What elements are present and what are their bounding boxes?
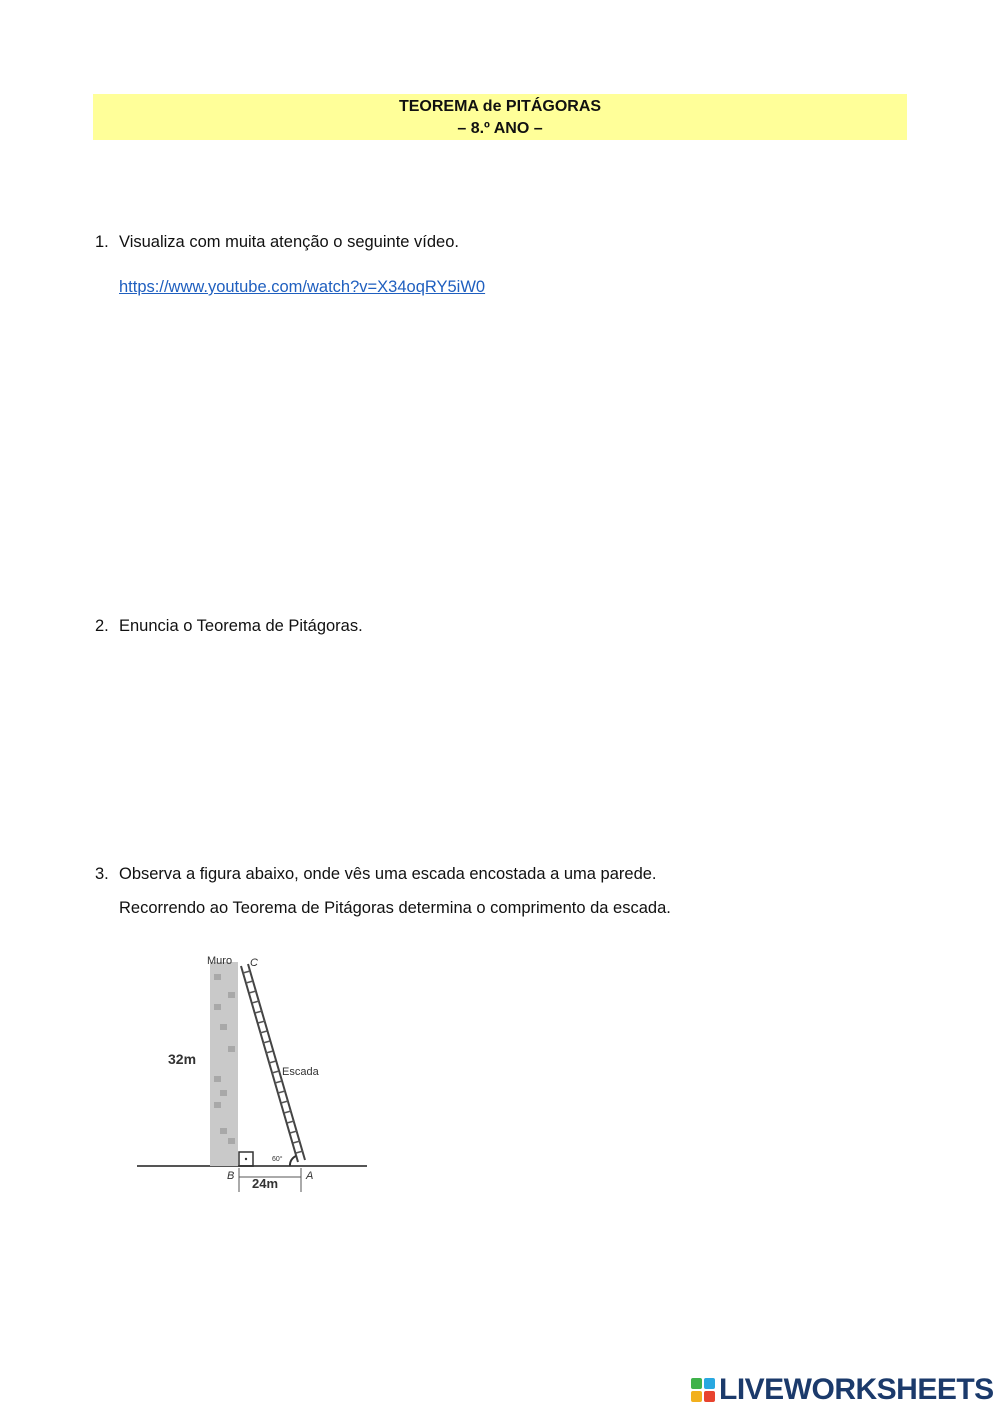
ladder-label: Escada: [282, 1066, 319, 1078]
question-3: [95, 863, 657, 885]
title-band: [93, 94, 907, 140]
vertex-b-label: B: [227, 1170, 235, 1182]
question-3-text-2: Recorrendo ao Teorema de Pitágoras determina o comprimento da escada.: [119, 899, 671, 917]
wall-label: Muro: [207, 955, 233, 967]
vertex-a-label: A: [306, 1170, 314, 1182]
question-1-number: 1.: [95, 233, 109, 251]
base-label: 24m: [252, 1176, 279, 1191]
question-2-number: 2.: [95, 617, 109, 635]
right-angle-dot: [245, 1158, 247, 1160]
question-3-text: Observa a figura abaixo, onde vês uma escada encostada a uma parede.: [119, 865, 657, 883]
liveworksheets-logo-icon: [690, 1377, 716, 1403]
brand-footer: [690, 1374, 994, 1406]
page-title: TEOREMA de PITÁGORAS: [398, 98, 602, 115]
brand-name: LIVEWORKSHEETS: [719, 1373, 994, 1406]
question-2: [95, 615, 363, 637]
angle-arc: [290, 1156, 296, 1166]
question-1-link-row: [119, 276, 485, 298]
ladder: [241, 964, 305, 1162]
question-1: [95, 231, 459, 253]
question-3-number: 3.: [95, 865, 109, 883]
vertex-c-label: C: [250, 957, 258, 969]
question-1-text: Visualiza com muita atenção o seguinte vídeo.: [119, 233, 459, 251]
question-2-text: Enuncia o Teorema de Pitágoras.: [119, 617, 363, 635]
angle-label: 60°: [272, 1156, 283, 1163]
ladder-wall-figure: [130, 944, 380, 1200]
video-link[interactable]: https://www.youtube.com/watch?v=X34oqRY5iW0: [119, 278, 486, 296]
page-subtitle: – 8.º ANO –: [457, 120, 543, 137]
height-label: 32m: [168, 1051, 197, 1067]
